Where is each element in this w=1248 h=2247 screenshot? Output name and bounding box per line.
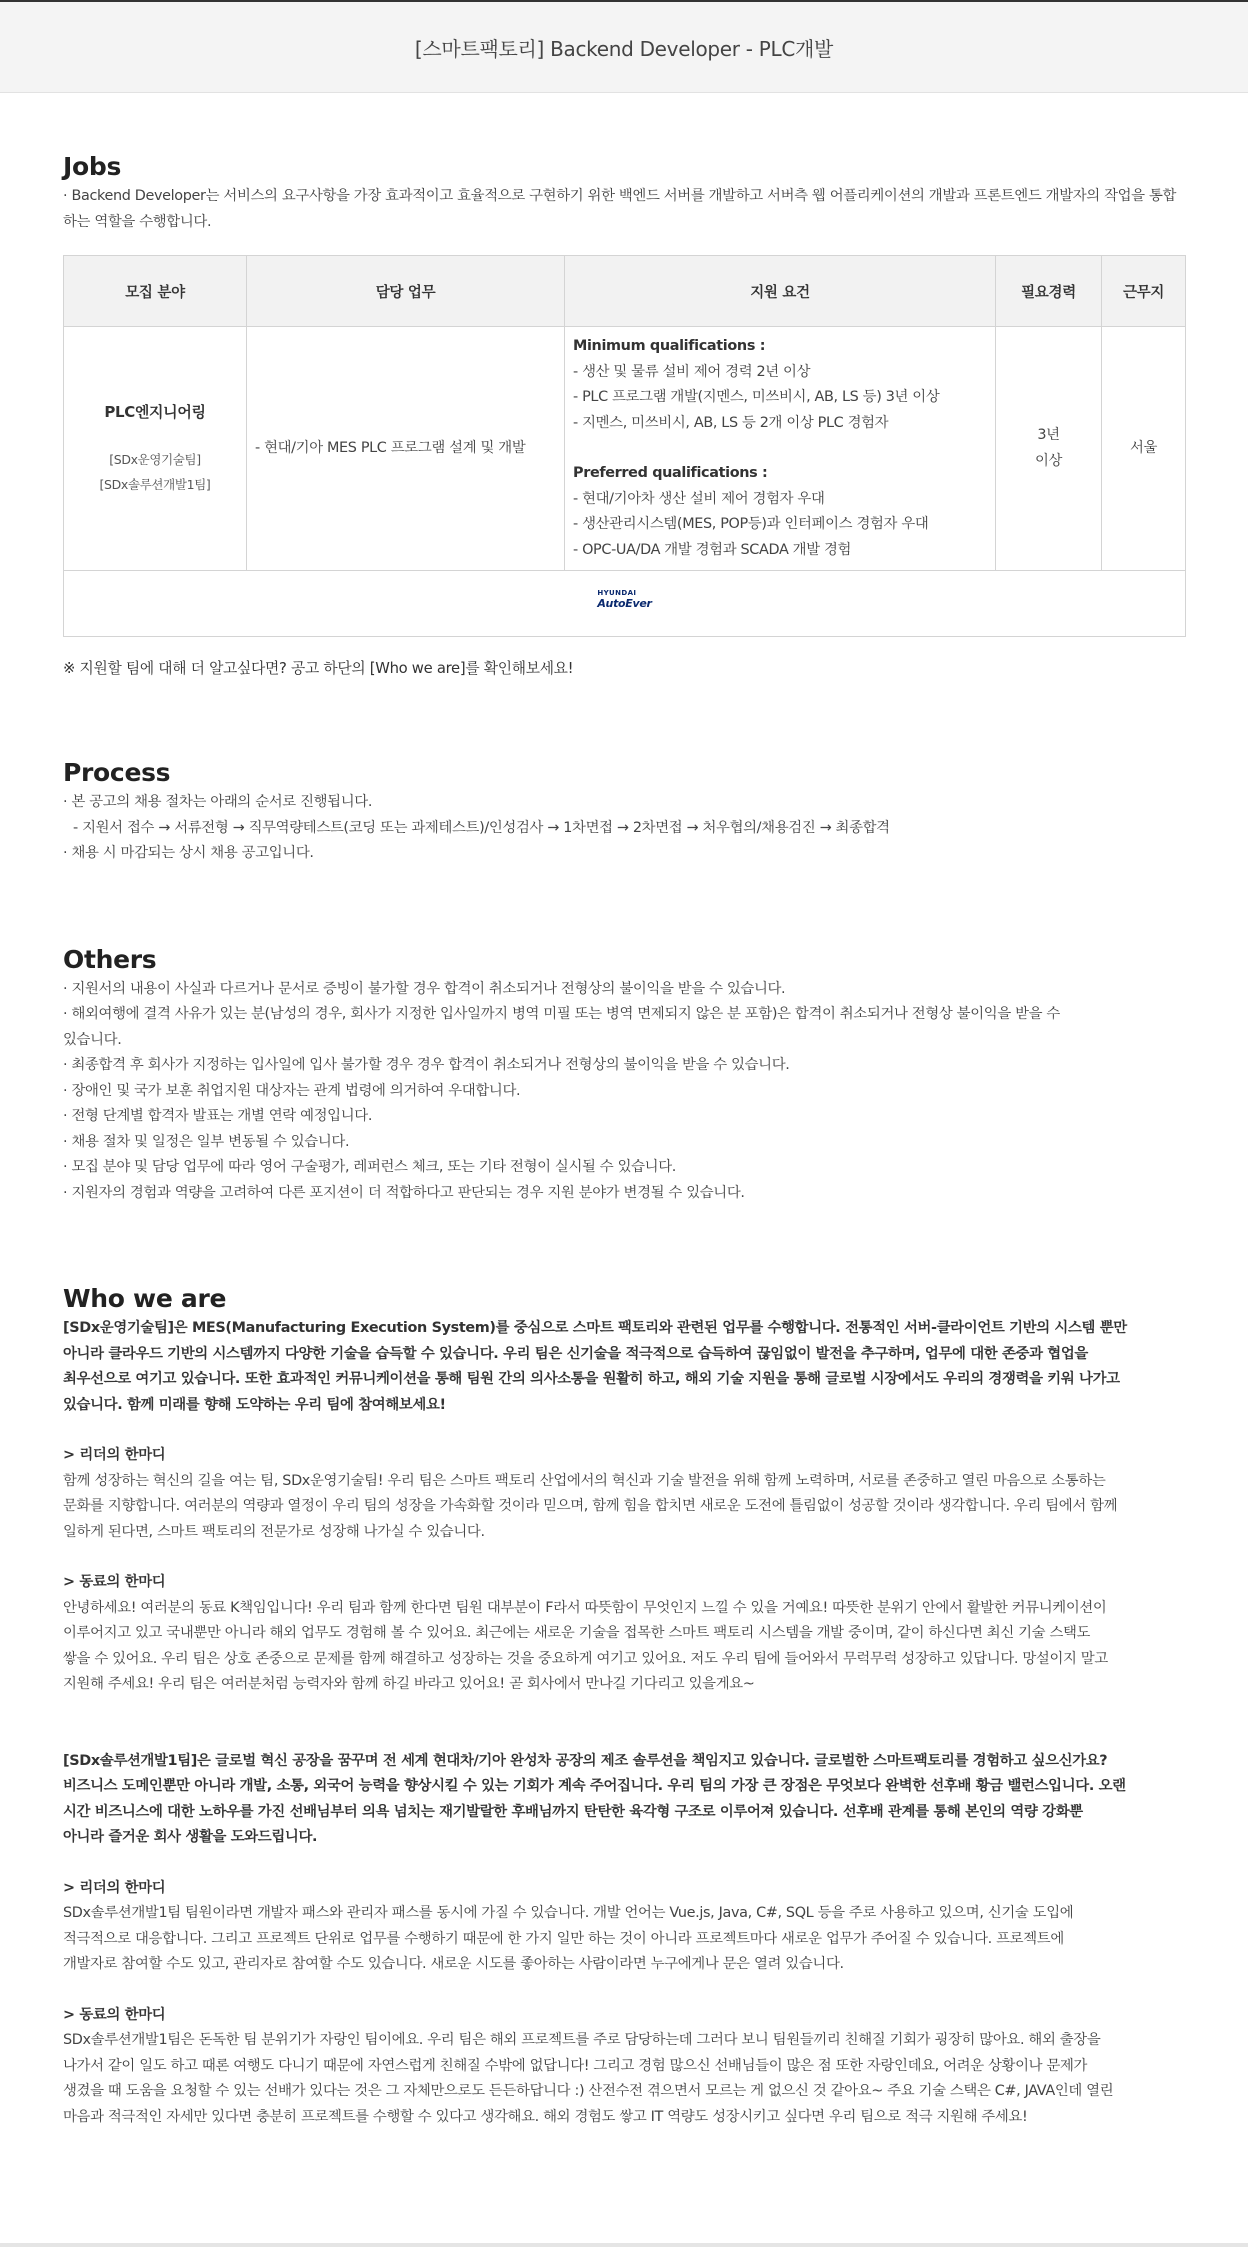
team1-colleague-line: 지원해 주세요! 우리 팀은 여러분처럼 능력자와 함께 하길 바라고 있어요! 곧 회사에서 만나길 기다리고 있을게요~ <box>63 1676 755 1692</box>
team1-colleague-line: 안녕하세요! 여러분의 동료 K책임입니다! 우리 팀과 함께 한다면 팀원 대부분이 F라서 따뜻함이 무엇인지 느낄 수 있을 거예요! 따뜻한 분위기 안에서 활발한 커뮤니케이션이 <box>63 1599 1107 1616</box>
team-name: [SDx운영기술팀] <box>109 452 201 468</box>
jobs-table <box>63 255 1186 637</box>
team2-leader-line: 적극적으로 대응합니다. 그리고 프로젝트 단위로 업무를 수행하기 때문에 한 가지 일만 하는 것이 아니라 프로젝트마다 새로운 업무가 주어질 수 있습니다. 프로젝트에 <box>63 1930 1064 1947</box>
team1-leader-line: 함께 성장하는 혁신의 길을 여는 팀, SDx운영기술팀! 우리 팀은 스마트 팩토리 산업에서의 혁신과 기술 발전을 위해 함께 노력하며, 서로를 존중하고 열린 마음으로 소통하는 <box>63 1472 1106 1489</box>
team1-colleague-line: 쌓을 수 있어요. 우리 팀은 상호 존중으로 문제를 함께 해결하고 성장하는 것을 중요하게 여기고 있어요. 저도 우리 팀에 들어와서 무럭무럭 성장하고 있답니다. 망설이지 말고 <box>63 1650 1108 1667</box>
team2-intro-line: [SDx솔루션개발1팀]은 글로벌 혁신 공장을 꿈꾸며 전 세계 현대차/기아 완성차 공장의 제조 솔루션을 책임지고 있습니다. 글로벌한 스마트팩토리를 경험하고 싶으신가요? <box>63 1752 1108 1769</box>
team1-intro-line: 아니라 클라우드 기반의 시스템까지 다양한 기술을 습득할 수 있습니다. 우리 팀은 신기술을 적극적으로 습득하여 끊임없이 발전을 추구하며, 업무에 대한 존중과 협업을 <box>63 1345 1088 1362</box>
team2-colleague-title: > 동료의 한마디 <box>63 2006 166 2023</box>
min-qualification-item: - 지멘스, 미쓰비시, AB, LS 등 2개 이상 PLC 경험자 <box>573 414 889 431</box>
experience-cell <box>996 327 1102 571</box>
table-row <box>64 327 1186 571</box>
min-qualifications-title: Minimum qualifications : <box>573 338 766 354</box>
team1-intro-line: [SDx운영기술팀]은 MES(Manufacturing Execution System)를 중심으로 스마트 팩토리와 관련된 업무를 수행합니다. 전통적인 서버-클라이언트 기반의 시스템 뿐만 <box>63 1320 1127 1336</box>
experience-suffix: 이상 <box>1034 452 1063 469</box>
header-requirements: 지원 요건 <box>565 256 996 327</box>
team2-colleague-line: 마음과 적극적인 자세만 있다면 충분히 프로젝트를 수행할 수 있다고 생각해요. 해외 경험도 쌓고 IT 역량도 성장시키고 싶다면 우리 팀으로 적극 지원해 주세요! <box>63 2108 1028 2125</box>
team1-colleague-line: 이루어지고 있고 국내뿐만 아니라 해외 업무도 경험해 볼 수 있어요. 최근에는 새로운 기술을 접목한 스마트 팩토리 시스템을 개발 중이며, 같이 하신다면 최신 기술 스택도 <box>63 1625 1091 1641</box>
team1-intro-line: 있습니다. 함께 미래를 향해 도약하는 우리 팀에 참여해보세요! <box>63 1396 446 1413</box>
pref-qualification-item: - 현대/기아차 생산 설비 제어 경험자 우대 <box>573 490 825 507</box>
others-line: 있습니다. <box>63 1031 122 1048</box>
team-name: [SDx솔루션개발1팀] <box>99 477 211 493</box>
location-value: 서울 <box>1129 439 1158 456</box>
team1-colleague-title: > 동료의 한마디 <box>63 1574 166 1590</box>
others-line: · 장애인 및 국가 보훈 취업지원 대상자는 관계 법령에 의거하여 우대합니다. <box>63 1082 521 1099</box>
pref-qualifications-title: Preferred qualifications : <box>573 465 768 481</box>
header-experience: 필요경력 <box>996 256 1102 327</box>
logo-bottom-text: AutoEver <box>597 597 652 611</box>
table-header-row <box>64 256 1186 327</box>
others-line: · 모집 분야 및 담당 업무에 따라 영어 구술평가, 레퍼런스 체크, 또는 기타 전형이 실시될 수 있습니다. <box>63 1159 676 1175</box>
header-location: 근무지 <box>1102 256 1186 327</box>
team2-leader-text <box>63 1901 1185 1978</box>
pref-qualification-item: - 생산관리시스템(MES, POP등)과 인터페이스 경험자 우대 <box>573 516 929 532</box>
footer-divider <box>0 2243 1248 2247</box>
logo-top-text: HYUNDAI <box>597 589 637 598</box>
team1-leader-text <box>63 1469 1185 1546</box>
hyundai-autoever-logo <box>597 590 651 609</box>
experience-value: 3년 <box>1037 427 1060 443</box>
others-line: · 전형 단계별 합격자 발표는 개별 연락 예정입니다. <box>63 1108 373 1124</box>
position-cell <box>64 327 247 571</box>
process-line: · 본 공고의 채용 절차는 아래의 순서로 진행됩니다. <box>63 794 373 810</box>
jobs-section <box>63 150 1185 678</box>
others-title: Others <box>63 944 157 974</box>
page-title: [스마트팩토리] Backend Developer - PLC개발 <box>414 36 834 61</box>
process-section <box>63 756 1185 867</box>
jobs-title: Jobs <box>63 152 122 181</box>
team2-intro-line: 비즈니스 도메인뿐만 아니라 개발, 소통, 외국어 능력을 향상시킬 수 있는 기회가 계속 주어집니다. 우리 팀의 가장 큰 장점은 무엇보다 완벽한 선후배 황금 밸런스입니다. 오랜 <box>63 1778 1126 1794</box>
position-name: PLC엔지니어링 <box>104 402 206 421</box>
team2-colleague-line: 생겼을 때 도움을 요청할 수 있는 선배가 있다는 것은 그 자체만으로도 든든하답니다 :) 산전수전 겪으면서 모르는 게 없으신 것 같아요~ 주요 기술 스택은 C#, JAVA인데 열린 <box>63 2083 1114 2099</box>
team1-intro-line: 최우선으로 여기고 있습니다. 또한 효과적인 커뮤니케이션을 통해 팀원 간의 의사소통을 원활히 하고, 해외 기술 지원을 통해 글로벌 시장에서도 우리의 경쟁력을 키워 나가고 <box>63 1371 1120 1387</box>
logo-row <box>64 571 1186 637</box>
process-title: Process <box>63 758 171 787</box>
others-line: · 최종합격 후 회사가 지정하는 입사일에 입사 불가할 경우 경우 합격이 취소되거나 전형상의 불이익을 받을 수 있습니다. <box>63 1057 790 1073</box>
others-line: · 해외여행에 결격 사유가 있는 분(남성의 경우, 회사가 지정한 입사일까지 병역 미필 또는 병역 면제되지 않은 분 포함)은 합격이 취소되거나 전형상 불이익을 받을 수 <box>63 1006 1060 1022</box>
team1-leader-line: 문화를 지향합니다. 여러분의 역량과 열정이 우리 팀의 성장을 가속화할 것이라 믿으며, 함께 힘을 합치면 새로운 도전에 틀림없이 성공할 것이라 생각합니다. 우리 팀에서 함께 <box>63 1498 1118 1514</box>
others-section <box>63 943 1185 1207</box>
location-cell <box>1102 327 1186 571</box>
team2-colleague-line: 나가서 같이 일도 하고 때론 여행도 다니기 때문에 자연스럽게 친해질 수밖에 없답니다! 그리고 경험 많으신 선배님들이 많은 점 또한 자랑인데요, 어려운 상황이나 문제가 <box>63 2057 1088 2074</box>
logo-cell <box>64 571 1186 637</box>
team1-colleague-text <box>63 1596 1185 1698</box>
min-qualification-item: - PLC 프로그램 개발(지멘스, 미쓰비시, AB, LS 등) 3년 이상 <box>573 389 940 405</box>
team2-intro-line: 아니라 즐거운 회사 생활을 도와드립니다. <box>63 1829 318 1845</box>
others-line: · 지원자의 경험과 역량을 고려하여 다른 포지션이 더 적합하다고 판단되는 경우 지원 분야가 변경될 수 있습니다. <box>63 1184 745 1201</box>
team2-intro <box>63 1749 1185 1851</box>
header-duty: 담당 업무 <box>247 256 565 327</box>
others-line: · 지원서의 내용이 사실과 다르거나 문서로 증빙이 불가할 경우 합격이 취소되거나 전형상의 불이익을 받을 수 있습니다. <box>63 980 786 997</box>
team2-leader-line: 개발자로 참여할 수도 있고, 관리자로 참여할 수도 있습니다. 새로운 시도를 좋아하는 사람이라면 누구에게나 문은 열려 있습니다. <box>63 1956 844 1972</box>
who-we-are-note: ※ 지원할 팀에 대해 더 알고싶다면? 공고 하단의 [Who we are]를 확인해보세요! <box>63 660 574 677</box>
who-we-are-section <box>63 1282 1185 2130</box>
team2-leader-line: SDx솔루션개발1팀 팀원이라면 개발자 패스와 관리자 패스를 동시에 가질 수 있습니다. 개발 언어는 Vue.js, Java, C#, SQL 등을 주로 사용하고 있으며, 신기술 도입에 <box>63 1905 1074 1921</box>
min-qualification-item: - 생산 및 물류 설비 제어 경력 2년 이상 <box>573 363 811 380</box>
team2-colleague-line: SDx솔루션개발1팀은 돈독한 팀 분위기가 자랑인 팀이에요. 우리 팀은 해외 프로젝트를 주로 담당하는데 그러다 보니 팀원들끼리 친해질 기회가 굉장히 많아요. 해외 출장을 <box>63 2032 1101 2048</box>
team2-leader-title: > 리더의 한마디 <box>63 1879 166 1896</box>
job-posting-content <box>63 150 1185 2130</box>
header-field: 모집 분야 <box>64 256 247 327</box>
jobs-intro: · Backend Developer는 서비스의 요구사항을 가장 효과적이고 효율적으로 구현하기 위한 백엔드 서버를 개발하고 서버측 웹 어플리케이션의 개발과 프론트엔드 개발자의 작업을 통합하는 역할을 수행합니다. <box>63 188 1177 230</box>
requirements-cell <box>565 327 996 571</box>
who-we-are-title: Who we are <box>63 1284 227 1313</box>
team1-leader-line: 일하게 된다면, 스마트 팩토리의 전문가로 성장해 나가실 수 있습니다. <box>63 1523 485 1540</box>
page-header <box>0 2 1248 93</box>
duty-text: - 현대/기아 MES PLC 프로그램 설계 및 개발 <box>255 439 526 456</box>
process-steps: - 지원서 접수 → 서류전형 → 직무역량테스트(코딩 또는 과제테스트)/인성검사 → 1차면접 → 2차면접 → 처우협의/채용검진 → 최종합격 <box>73 819 890 836</box>
team2-colleague-text <box>63 2028 1185 2130</box>
team1-intro <box>63 1316 1185 1418</box>
team1-leader-title: > 리더의 한마디 <box>63 1447 166 1463</box>
duty-cell <box>247 327 565 571</box>
team2-intro-line: 시간 비즈니스에 대한 노하우를 가진 선배님부터 의욕 넘치는 재기발랄한 후배님까지 탄탄한 육각형 구조로 이루어져 있습니다. 선후배 관계를 통해 본인의 역량 강화뿐 <box>63 1803 1083 1820</box>
process-line: · 채용 시 마감되는 상시 채용 공고입니다. <box>63 845 314 861</box>
others-line: · 채용 절차 및 일정은 일부 변동될 수 있습니다. <box>63 1133 350 1150</box>
pref-qualification-item: - OPC-UA/DA 개발 경험과 SCADA 개발 경험 <box>573 541 852 558</box>
